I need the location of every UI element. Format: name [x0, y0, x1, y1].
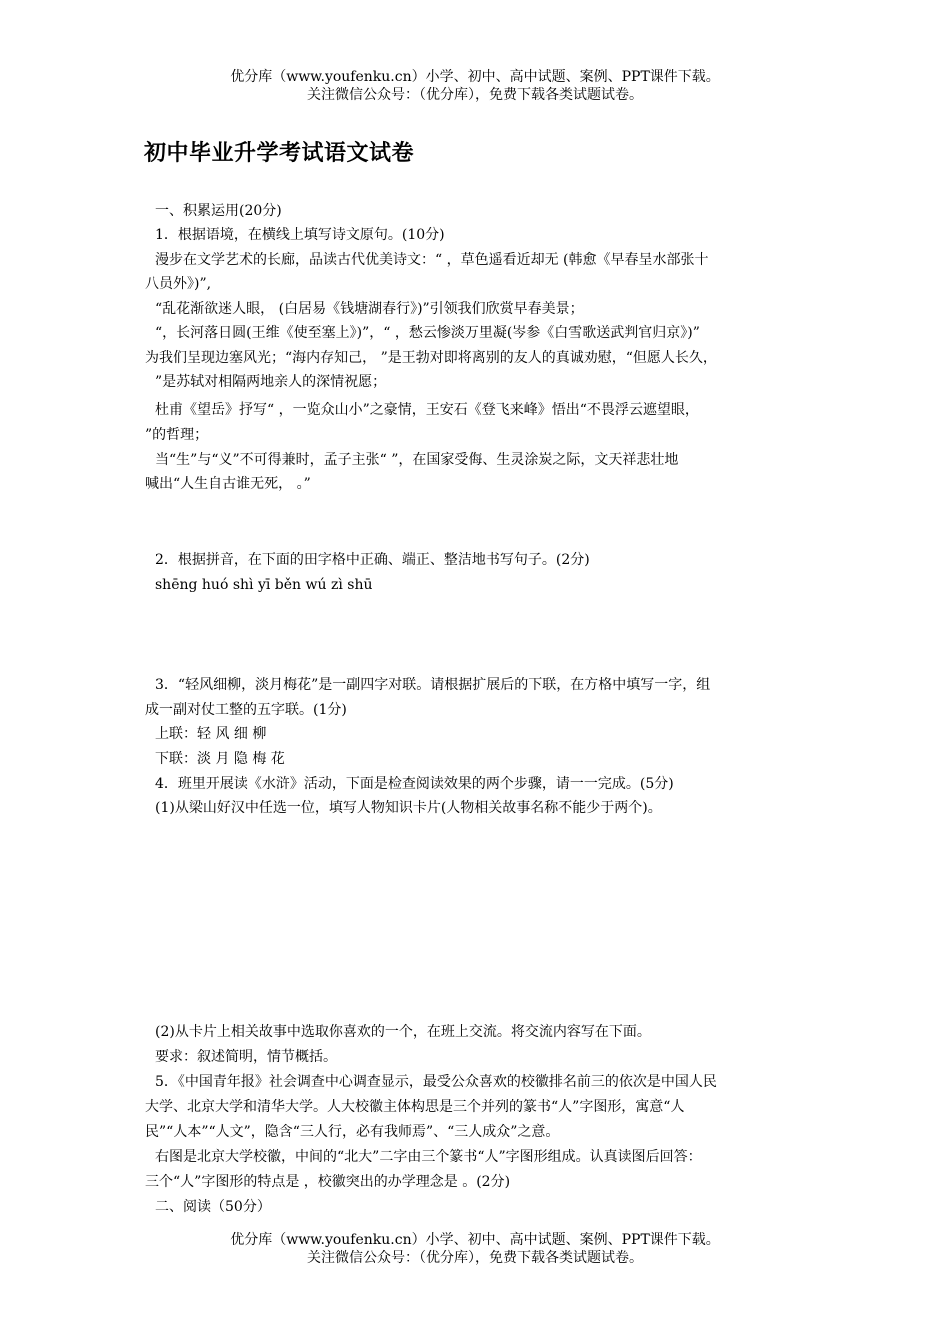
text-line: 民”“人本”“人文”，隐含“三人行，必有我师焉”、“三人成众”之意。 [145, 1124, 560, 1140]
section-heading-2: 二、阅读（50分） [155, 1199, 271, 1215]
header-line-1: 优分库（www.youfenku.cn）小学、初中、高中试题、案例、PPT课件下载。 [230, 69, 720, 85]
question-2: 2．根据拼音，在下面的田字格中正确、端正、整洁地书写句子。(2分) [155, 552, 590, 568]
pinyin-line: shēng huó shì yī běn wú zì shū [155, 577, 373, 593]
text-line: 喊出“人生自古谁无死， 。” [145, 476, 311, 492]
text-line: 为我们呈现边塞风光；“海内存知己， ”是王勃对即将离别的友人的真诚劝慰，“但愿人长久， [145, 350, 717, 366]
footer-line-1: 优分库（www.youfenku.cn）小学、初中、高中试题、案例、PPT课件下载。 [230, 1232, 720, 1248]
text-line: ”是苏轼对相隔两地亲人的深情祝愿； [155, 374, 387, 390]
page-header [0, 68, 950, 104]
question-5: 5．《中国青年报》社会调查中心调查显示，最受公众喜欢的校徽排名前三的依次是中国人民 [155, 1074, 717, 1090]
header-line-2: 关注微信公众号：（优分库），免费下载各类试题试卷。 [307, 87, 643, 103]
text-line: 三个“人”字图形的特点是 ，校徽突出的办学理念是 。(2分) [145, 1174, 511, 1190]
text-line: 八员外》)”, [145, 276, 212, 292]
section-heading-1: 一、积累运用(20分) [155, 203, 282, 219]
couplet-lower: 下联：淡 月 隐 梅 花 [155, 751, 285, 767]
text-line: ”的哲理； [145, 427, 209, 443]
question-4-part-2: (2)从卡片上相关故事中选取你喜欢的一个，在班上交流。将交流内容写在下面。 [155, 1024, 651, 1040]
text-line: “，长河落日圆(王维《使至塞上》)”，“ ，愁云惨淡万里凝(岑参《白雪歌送武判官归京》)” [155, 325, 700, 341]
text-line: 成一副对仗工整的五字联。(1分) [145, 702, 347, 718]
question-4-part-1: (1)从梁山好汉中任选一位，填写人物知识卡片(人物相关故事名称不能少于两个)。 [155, 800, 662, 816]
couplet-upper: 上联：轻 风 细 柳 [155, 726, 267, 742]
text-line: “乱花渐欲迷人眼， (白居易《钱塘湖春行》)”引领我们欣赏早春美景； [155, 301, 584, 317]
text-line: 大学、北京大学和清华大学。人大校徽主体构思是三个并列的篆书“人”字图形，寓意“人 [145, 1099, 685, 1115]
requirement-line: 要求：叙述简明，情节概括。 [155, 1049, 337, 1065]
page-title: 初中毕业升学考试语文试卷 [144, 140, 415, 166]
text-line: 漫步在文学艺术的长廊，品读古代优美诗文：“ ，草色遥看近却无 (韩愈《早春呈水部张十 [155, 252, 709, 268]
question-1: 1．根据语境，在横线上填写诗文原句。(10分) [155, 227, 445, 243]
text-line: 当“生”与“义”不可得兼时，孟子主张“ ”，在国家受侮、生灵涂炭之际，文天祥悲壮地 [155, 452, 679, 468]
question-3: 3．“轻风细柳，淡月梅花”是一副四字对联。请根据扩展后的下联，在方格中填写一字，组 [155, 677, 711, 693]
footer-line-2: 关注微信公众号：（优分库），免费下载各类试题试卷。 [307, 1250, 643, 1266]
question-4: 4．班里开展读《水浒》活动，下面是检查阅读效果的两个步骤，请一一完成。(5分) [155, 776, 674, 792]
text-line: 右图是北京大学校徽，中间的“北大”二字由三个篆书“人”字图形组成。认真读图后回答： [155, 1149, 702, 1165]
page-footer [0, 1231, 950, 1267]
text-line: 杜甫《望岳》抒写“ ，一览众山小”之豪情，王安石《登飞来峰》悟出“不畏浮云遮望眼， [155, 402, 699, 418]
